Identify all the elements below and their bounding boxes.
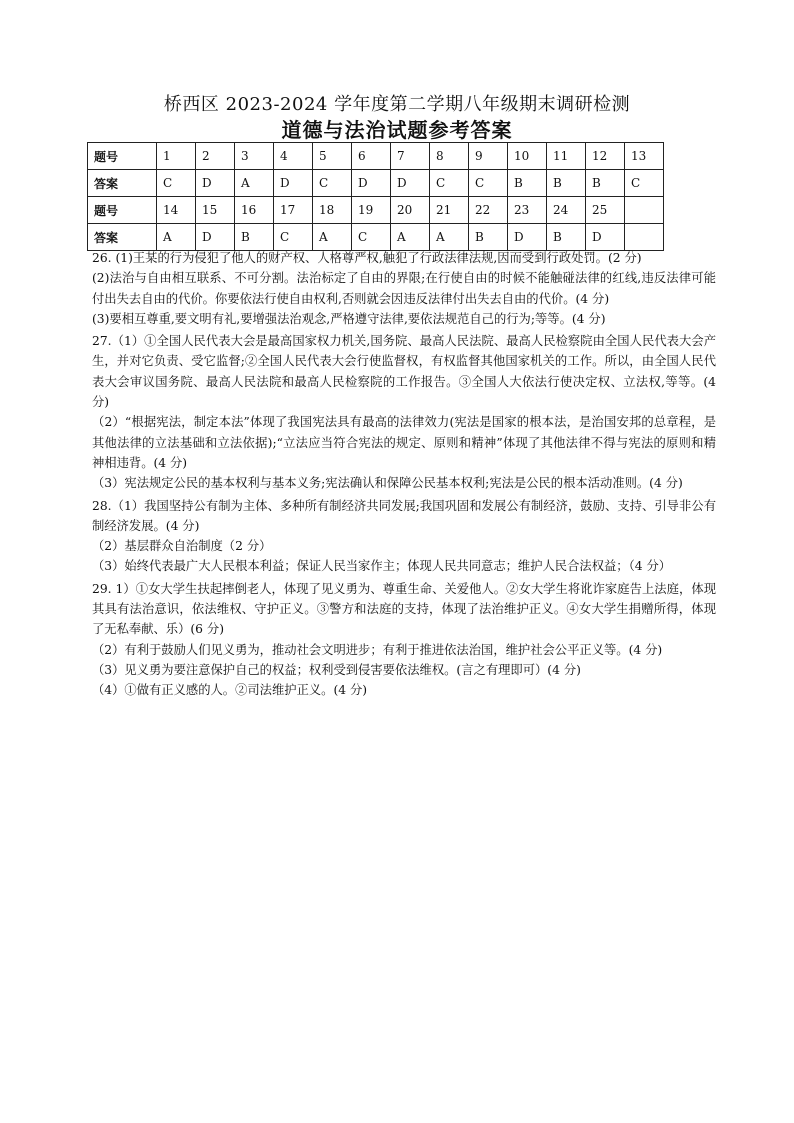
table-cell: 14 xyxy=(157,197,196,224)
answer-paragraph: (2)法治与自由相互联系、不可分割。法治标定了自由的界限;在行使自由的时候不能触碰法律的红线,违反法律可能付出失去自由的代价。你要依法行使自由权利,否则就会因违反法律付出失去自由的代价。(4 分) xyxy=(92,271,716,306)
table-cell: 18 xyxy=(313,197,352,224)
table-cell: 17 xyxy=(274,197,313,224)
answer-paragraph: （4）①做有正义感的人。②司法维护正义。(4 分) xyxy=(92,683,368,698)
table-cell: D xyxy=(274,170,313,197)
table-cell: D xyxy=(352,170,391,197)
table-cell: 1 xyxy=(157,143,196,170)
table-cell: 10 xyxy=(508,143,547,170)
table-cell: C xyxy=(352,224,391,251)
table-cell: C xyxy=(274,224,313,251)
answer-explanations xyxy=(92,248,716,701)
exam-title: 桥西区 2023-2024 学年度第二学期八年级期末调研检测 xyxy=(163,94,631,115)
table-cell: C xyxy=(430,170,469,197)
table-cell: C xyxy=(625,170,664,197)
table-cell: C xyxy=(469,170,508,197)
table-cell: 13 xyxy=(625,143,664,170)
table-cell: 15 xyxy=(196,197,235,224)
answer-key-title: 道德与法治试题参考答案 xyxy=(281,118,513,142)
answer-paragraph: （3）宪法规定公民的基本权利与基本义务;宪法确认和保障公民基本权利;宪法是公民的根本活动准则。(4 分) xyxy=(92,476,683,491)
answer-paragraph: 29. 1）①女大学生扶起摔倒老人，体现了见义勇为、尊重生命、关爱他人。②女大学生将讹诈家庭告上法庭，体现其具有法治意识，依法维权、守护正义。③警方和法庭的支持，体现了法治维护正义。④女大学生捐赠所得，体现了无私奉献、乐）(6 分) xyxy=(92,581,716,637)
table-cell: 24 xyxy=(547,197,586,224)
answer-paragraph: 28.（1）我国坚持公有制为主体、多种所有制经济共同发展;我国巩固和发展公有制经济，鼓励、支持、引导非公有制经济发展。(4 分) xyxy=(92,498,716,533)
answer-paragraph: （2）“根据宪法，制定本法”体现了我国宪法具有最高的法律效力(宪法是国家的根本法，是治国安邦的总章程，是其他法律的立法基础和立法依据);“立法应当符合宪法的规定、原则和精神”体现了其他法律不得与宪法的原则和精神相违背。(4 分) xyxy=(92,415,716,470)
table-cell: 19 xyxy=(352,197,391,224)
table-cell xyxy=(625,197,664,224)
row-header: 答案 xyxy=(88,170,157,197)
table-cell: D xyxy=(508,224,547,251)
answer-paragraph: （3）始终代表最广大人民根本利益；保证人民当家作主；体现人民共同意志；维护人民合法权益；（4 分） xyxy=(92,559,672,574)
table-cell: C xyxy=(313,170,352,197)
row-header: 题号 xyxy=(88,143,157,170)
table-cell: 23 xyxy=(508,197,547,224)
table-cell: B xyxy=(547,170,586,197)
answer-paragraph: （3）见义勇为要注意保护自己的权益；权利受到侵害要依法维权。(言之有理即可）(4 分) xyxy=(92,662,581,677)
table-cell: D xyxy=(586,224,625,251)
table-cell: C xyxy=(157,170,196,197)
table-cell: 11 xyxy=(547,143,586,170)
table-cell: 20 xyxy=(391,197,430,224)
table-cell: B xyxy=(586,170,625,197)
answer-paragraph: 27.（1）①全国人民代表大会是最高国家权力机关,国务院、最高人民法院、最高人民检察院由全国人民代表大会产生，并对它负责、受它监督;②全国人民代表大会行使监督权，有权监督其他国家机关的工作。所以，由全国人民代表大会审议国务院、最高人民法院和最高人民检察院的工作报告。③全国人大依法行使决定权、立法权,等等。(4 分) xyxy=(92,334,716,410)
table-row xyxy=(88,143,664,170)
table-row xyxy=(88,197,664,224)
table-cell: A xyxy=(157,224,196,251)
table-cell: D xyxy=(196,170,235,197)
answer-table xyxy=(87,142,664,251)
table-cell: A xyxy=(235,170,274,197)
answer-paragraph: (3)要相互尊重,要文明有礼,要增强法治观念,严格遵守法律,要依法规范自己的行为;等等。(4 分) xyxy=(92,311,606,326)
table-cell: 3 xyxy=(235,143,274,170)
table-cell: 22 xyxy=(469,197,508,224)
table-cell: 7 xyxy=(391,143,430,170)
table-cell: D xyxy=(391,170,430,197)
table-cell: B xyxy=(469,224,508,251)
table-cell: 21 xyxy=(430,197,469,224)
table-cell: 2 xyxy=(196,143,235,170)
table-cell: 8 xyxy=(430,143,469,170)
table-cell: 12 xyxy=(586,143,625,170)
answer-paragraph: 26. (1)王某的行为侵犯了他人的财产权、人格尊严权,触犯了行政法律法规,因而受到行政处罚。(2 分) xyxy=(92,251,642,265)
table-cell xyxy=(625,224,664,251)
table-cell: 5 xyxy=(313,143,352,170)
table-cell: A xyxy=(391,224,430,251)
table-cell: B xyxy=(508,170,547,197)
answer-paragraph: （2）有利于鼓励人们见义勇为，推动社会文明进步；有利于推进依法治国，维护社会公平正义等。(4 分) xyxy=(92,642,663,657)
table-cell: B xyxy=(235,224,274,251)
table-cell: 25 xyxy=(586,197,625,224)
table-cell: 16 xyxy=(235,197,274,224)
table-cell: 4 xyxy=(274,143,313,170)
answer-paragraph: （2）基层群众自治制度（2 分） xyxy=(92,539,272,554)
table-cell: 6 xyxy=(352,143,391,170)
row-header: 题号 xyxy=(88,197,157,224)
table-cell: D xyxy=(196,224,235,251)
table-cell: A xyxy=(313,224,352,251)
table-cell: B xyxy=(547,224,586,251)
table-cell: 9 xyxy=(469,143,508,170)
row-header: 答案 xyxy=(88,224,157,251)
table-row xyxy=(88,224,664,251)
table-row xyxy=(88,170,664,197)
table-cell: A xyxy=(430,224,469,251)
